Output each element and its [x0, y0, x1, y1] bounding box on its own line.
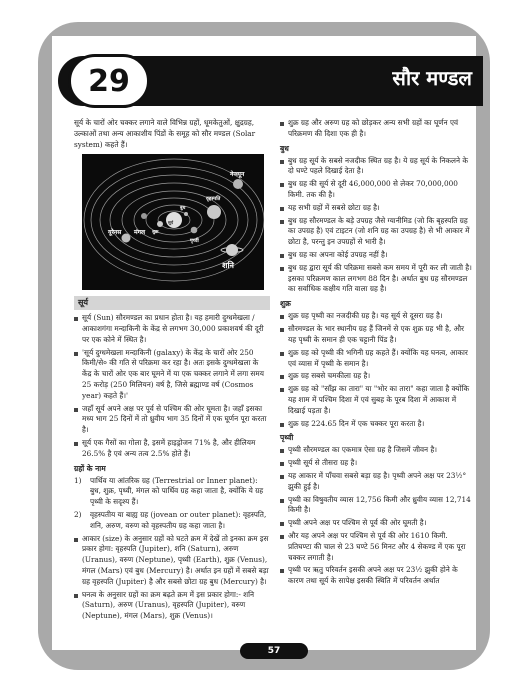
list-item: पृथ्वी अपने अक्ष पर पश्चिम से पूर्व की ओर घूमती है।	[280, 518, 472, 529]
right-column	[280, 118, 472, 589]
list-item: पृथ्वी पर ऋतु परिवर्तन इसकी अपने अक्ष पर 23½ झुकी होने के कारण तथा सूर्य के सापेक्ष इसकी स्थिति में परिवर्तन अर्थात	[280, 565, 472, 587]
list-item: सूर्य (Sun) सौरमण्डल का प्रधान होता है। यह हमारी दुग्धमेखला /आकाशगंगा मन्दाकिनी के केंद्र से लगभग 30,000 प्रकाशवर्ष की दूरी पर एक कोने में स्थित है।	[74, 313, 270, 345]
list-item: 2) वृहस्पतीय या बाह्य ग्रह (jovean or outer planet): वृहस्पति, शनि, अरुण, वरुण को वृहस्पतीय ग्रह कहा जाता है।	[74, 510, 267, 530]
list-item: बुध ग्रह का अपना कोई उपग्रह नहीं है।	[280, 250, 472, 261]
label-jupiter: वृहस्पति	[206, 196, 221, 203]
chapter-title: सौर मण्डल	[392, 66, 472, 90]
mercury-planet	[184, 212, 188, 216]
list-item: पृथ्वी सौरमण्डल का एकमात्र ऐसा ग्रह है जिसमें जीवन है।	[280, 445, 472, 456]
mercury-heading: बुध	[280, 143, 289, 153]
list-item: शुक्र ग्रह को पृथ्वी की भगिनी ग्रह कहते हैं। क्योंकि यह घनत्व, आकार एवं व्यास में पृथ्वी के समान है।	[280, 348, 472, 370]
mars-planet	[141, 213, 147, 219]
neptune-planet	[233, 179, 243, 189]
list-item: और यह अपने अक्ष पर पश्चिम से पूर्व की ओर 1610 किमी. प्रतिघण्टा की चाल से 23 घण्टे 56 मिनट और 4 सेकण्ड में एक पूरा चक्कर लगाती है।	[280, 531, 472, 563]
list-item: बुध ग्रह सूर्य के सबसे नजदीक स्थित ग्रह है। ये ग्रह सूर्य के निकलने के दो घण्टे पहले दिखाई देता है।	[280, 156, 472, 178]
list-item: सूर्य एक गैसों का गोला है, इसमें हाइड्रोजन 71% है, और हीलियम 26.5% है एवं अन्य तत्व 2.5% होते हैं।	[74, 438, 270, 460]
list-item: 'सूर्य दुग्धमेखला मन्दाकिनी (galaxy) के केंद्र के चारों ओर 250 किमी/से० की गति से परिक्रमा कर रहा है। अतः इसके दुग्धमेखला के केंद्र के चारों ओर एक बार घूमने में या एक चक्कर लगाने में लगा समय 25 करोड़ (250 मिलियन) वर्ष है, जिसे ब्रह्माण्ड वर्ष (Cosmos year) कहते हैं।'	[74, 348, 270, 402]
list-item: शुक्र ग्रह पृथ्वी का नजदीकी ग्रह है। यह सूर्य से दूसरा ग्रह है।	[280, 311, 472, 322]
solar-system-diagram	[82, 154, 264, 290]
top-list	[280, 118, 472, 140]
label-earth: पृथ्वी	[190, 238, 199, 245]
list-item: बुध ग्रह सौरमण्डल के बड़े उपग्रह जैसे ग्यानीमिड (जो कि बृहस्पति ग्रह का उपग्रह है) एवं टाइटन (जो शनि ग्रह का उपग्रह है) से भी आकार में छोटा है, परन्तु इन उपग्रहों से भारी है।	[280, 216, 472, 248]
list-item: घनत्व के अनुसार ग्रहों का क्रम बढ़ते क्रम में इस प्रकार होगा:- शनि (Saturn), अरुण (Uranus), वृहस्पति (Jupiter), वरुण (Neptune), मंगल (Mars), शुक्र (Venus)।	[74, 590, 270, 622]
list-item: यह आकार में पाँचवा सबसे बड़ा ग्रह है। पृथ्वी अपने अक्ष पर 23½° झुकी हुई है।	[280, 471, 472, 493]
saturn-planet	[226, 244, 238, 256]
list-item: बुध ग्रह की सूर्य से दूरी 46,000,000 से लेकर 70,000,000 किमी. तक की है।	[280, 179, 472, 201]
sun-list	[74, 313, 270, 459]
jupiter-planet	[207, 205, 221, 219]
venus-list	[280, 311, 472, 429]
uranus-planet	[122, 234, 131, 243]
mercury-list	[280, 156, 472, 296]
sun-heading: सूर्य	[74, 296, 270, 310]
list-item: शुक्र ग्रह को "साँझ का तारा" या "भोर का तारा" कहा जाता है क्योंकि यह शाम में पश्चिम दिशा में एवं सुबह के पूरब दिशा में आकाश में दिखाई पड़ता है।	[280, 384, 472, 416]
list-item: पृथ्वी सूर्य से तीसरा ग्रह है।	[280, 458, 472, 469]
list-item: सौरमण्डल के भार स्थानीय ग्रह हैं जिनमें से एक शुक्र ग्रह भी है, और यह पृथ्वी के समान ही एक चट्टानी पिंड है।	[280, 324, 472, 346]
venus-heading: शुक्र	[280, 299, 291, 309]
label-uranus: यूरेनस	[108, 229, 122, 237]
intro-paragraph: सूर्य के चारों ओर चक्कर लगाने वाले विभिन्न ग्रहों, धूमकेतुओं, क्षुद्रग्रह, उल्काओं तथा अन्य आकाशीय पिंडों के समूह को सौर मण्डल (Solar system) कहते हैं।	[74, 118, 256, 149]
planet-type-list	[74, 476, 270, 532]
label-saturn: शनि	[222, 261, 234, 271]
planets-heading: ग्रहों के नाम	[74, 463, 106, 473]
label-mercury: बुध	[180, 206, 186, 212]
chapter-number: 29	[68, 54, 150, 108]
list-item: शुक्र ग्रह और अरुण ग्रह को छोड़कर अन्य सभी ग्रहों का घूर्णन एवं परिक्रमण की दिशा एक ही है।	[280, 118, 472, 140]
earth-heading: पृथ्वी	[280, 433, 294, 443]
page-number: 57	[240, 643, 308, 659]
list-item: शुक्र ग्रह 224.65 दिन में एक चक्कर पूरा करता है।	[280, 419, 472, 430]
list-item: शुक्र ग्रह सबसे चमकीला ग्रह है।	[280, 371, 472, 382]
label-mars: मंगल	[134, 229, 146, 237]
list-item: 1) पार्थिव या आंतरिक ग्रह (Terrestrial or Inner planet): बुध, शुक्र, पृथ्वी, मंगल को पार्थिव ग्रह कहा जाता है, क्योंकि ये ग्रह पृथ्वी के सदृश्य हैं।	[74, 475, 264, 507]
list-item: जहाँ सूर्य अपने अक्ष पर पूर्व से पश्चिम की ओर घूमता है। जहाँ इसका मध्य भाग 25 दिनों में तो ध्रुवीय भाग 35 दिनों में एक घूर्णन पूरा करता है।	[74, 404, 270, 436]
list-item: पृथ्वी का विषुवतीय व्यास 12,756 किमी और ध्रुवीय व्यास 12,714 किमी है।	[280, 495, 472, 517]
list-item: बुध ग्रह द्वारा सूर्य की परिक्रमा सबसे कम समय में पूरी कर ली जाती है। इसका परिक्रमण काल लगभग 88 दिन है। अर्थात बुध ग्रह सौरमण्डल का सर्वाधिक कक्षीय गति वाला ग्रह है।	[280, 263, 472, 295]
label-sun: सूर्य	[168, 220, 174, 226]
earth-planet	[191, 227, 198, 234]
earth-list	[280, 445, 472, 587]
label-venus: शुक्र	[152, 230, 159, 236]
label-neptune: नेप्च्यून	[230, 171, 245, 179]
planet-bullets	[74, 534, 270, 622]
list-item: यह सभी ग्रहों में सबसे छोटा ग्रह है।	[280, 203, 472, 214]
left-column	[74, 118, 270, 624]
list-item: आकार (size) के अनुसार ग्रहों को घटते क्रम में देखें तो इनका क्रम इस प्रकार होगा: वृहस्पति (Jupiter), शनि (Saturn), अरुण (Uranus), वरुण (Neptune), पृथ्वी (Earth), शुक्र (Venus), मंगल (Mars) एवं बुध (Mercury) है। अर्थात इन ग्रहों में सबसे बड़ा ग्रह वृहस्पति (Jupiter) है और सबसे छोटा ग्रह बुध (Mercury) है।	[74, 534, 270, 588]
venus-planet	[157, 221, 163, 227]
